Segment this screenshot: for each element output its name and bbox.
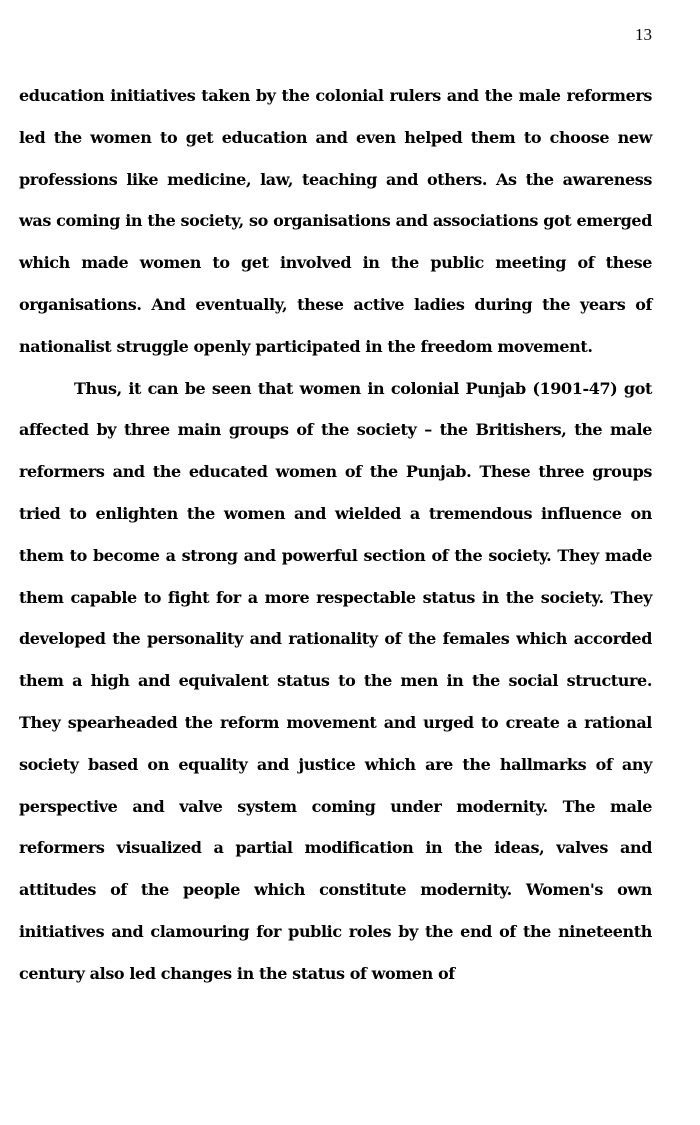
- page-number: 13: [635, 25, 652, 44]
- paragraph-continuation: education initiatives taken by the colonial rulers and the male reformers led the women to get education and even helped them to choose new professions like medicine, law, teaching and others. As the awareness was coming in the society, so organisations and associations got emerged which made women to get involved in the public meeting of these organisations. And eventually, these active ladies during the years of nationalist struggle openly participated in the freedom movement.: [19, 86, 652, 356]
- paragraph-summary: Thus, it can be seen that women in colonial Punjab (1901-47) got affected by three main groups of the society – the Britishers, the male reformers and the educated women of the Punjab. These three groups tried to enlighten the women and wielded a tremendous influence on them to become a strong and powerful section of the society. They made them capable to fight for a more respectable status in the society. They developed the personality and rationality of the females which accorded them a high and equivalent status to the men in the social structure. They spearheaded the reform movement and urged to create a rational society based on equality and justice which are the hallmarks of any perspective and valve system coming under modernity. The male reformers visualized a partial modification in the ideas, valves and attitudes of the people which constitute modernity. Women's own initiatives and clamouring for public roles by the end of the nineteenth century also led changes in the status of women of: [19, 378, 652, 983]
- document-body: [19, 75, 652, 995]
